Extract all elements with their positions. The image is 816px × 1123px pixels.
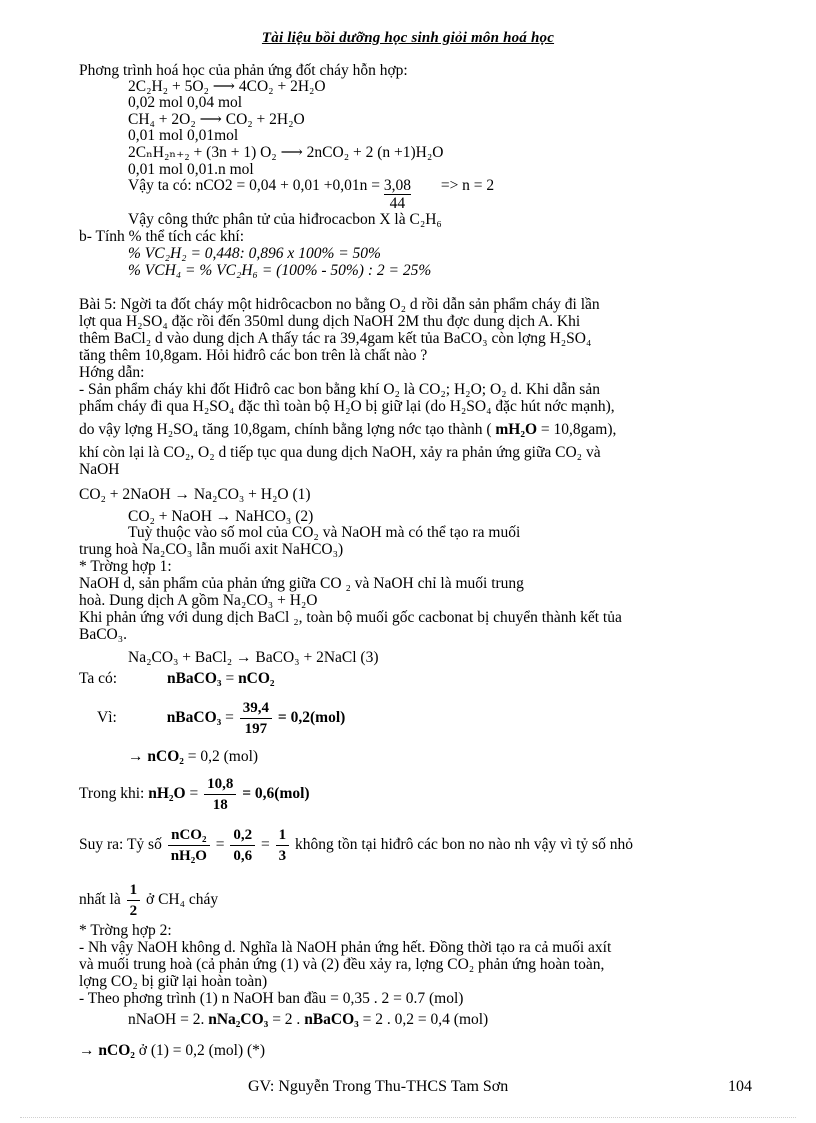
page-footer-author: GV: Nguyễn Trong Thu-THCS Tam Sơn	[248, 1078, 509, 1095]
fraction-308	[384, 177, 411, 212]
text-line: - Sản phẩm cháy khi đốt Hiđrô cac bon bằng khí O₂ là CO₂; H₂O; O₂ d. Khi dẫn sản	[79, 381, 600, 398]
fraction-denominator: 3	[278, 847, 287, 864]
text-line	[128, 177, 494, 212]
equation-line: Na₂CO₃ + BaCl₂ → BaCO₃ + 2NaCl (3)	[128, 649, 379, 666]
fraction-numerator: 39,4	[240, 699, 272, 719]
text-fragment: Vì:	[97, 709, 117, 726]
text-fragment: Ta có:	[79, 670, 118, 687]
text-line: * Trờng hợp 1:	[79, 558, 172, 575]
fraction-numerator: 1	[276, 826, 290, 846]
text-fragment: nNaOH = 2.	[128, 1011, 205, 1028]
fraction-ratio-simplified	[276, 826, 290, 865]
text-line: Vậy công thức phân tử của hiđrocacbon X là C₂H₆	[128, 211, 442, 228]
text-line: b- Tính % thể tích các khí:	[79, 228, 244, 245]
equation-line: CH₄ + 2O₂ ⟶ CO₂ + 2H₂O	[128, 111, 305, 128]
formula-line	[97, 696, 345, 740]
fraction-numerator: 10,8	[204, 775, 236, 795]
formula-line	[128, 748, 258, 765]
fraction-denominator: 44	[389, 195, 406, 212]
formula-line	[79, 822, 633, 868]
text-fragment: = 2 . 0,2 = 0,4 (mol)	[362, 1011, 489, 1028]
text-line: 0,02 mol 0,04 mol	[128, 94, 243, 111]
text-line: lợng CO₂ bị giữ lại hoàn toàn)	[79, 973, 268, 990]
page-header: Tài liệu bồi dưỡng học sinh giỏi môn hoá học	[261, 30, 555, 46]
text-line: * Trờng hợp 2:	[79, 922, 172, 939]
math-symbol: nNa₂CO₃	[208, 1011, 269, 1028]
math-symbol: nCO₂	[238, 670, 275, 687]
text-line: lợt qua H₂SO₄ đặc rồi đến 350ml dung dịch NaOH 2M thu đợc dung dịch A. Khi	[79, 313, 581, 330]
text-line: hoà. Dung dịch A gồm Na₂CO₃ + H₂O	[79, 592, 318, 609]
equation-line: CO₂ + NaOH → NaHCO₃ (2)	[128, 508, 314, 525]
math-symbol: nBaCO₃	[166, 670, 222, 687]
fraction-numerator: nCO₂	[168, 826, 210, 846]
text-line: 0,01 mol 0,01mol	[128, 127, 239, 144]
formula-line	[128, 1011, 488, 1028]
formula-line	[79, 1042, 265, 1059]
text-line: 0,01 mol 0,01.n mol	[128, 161, 254, 178]
fraction-half	[127, 881, 141, 920]
text-line: tăng thêm 10,8gam. Hỏi hiđrô các bon trên là chất nào ?	[79, 347, 428, 364]
equals-sign: =	[261, 836, 270, 853]
text-fragment: = 10,8gam),	[540, 421, 617, 438]
math-symbol: nH₂O	[148, 785, 186, 802]
equation-line: 2C₂H₂ + 5O₂ ⟶ 4CO₂ + 2H₂O	[128, 78, 326, 95]
text-fragment: nhất là	[79, 891, 121, 908]
fraction-ratio-symbols	[168, 826, 210, 865]
fraction-denominator: 0,6	[233, 847, 253, 864]
text-line: % VCH₄ = % VC₂H₆ = (100% - 50%) : 2 = 25%	[128, 262, 432, 279]
text-fragment: => n = 2	[440, 177, 495, 194]
text-line: BaCO₃.	[79, 626, 128, 643]
text-fragment: không tồn tại hiđrô các bon no nào nh vậy vì tỷ số nhỏ	[295, 836, 633, 853]
fraction-ratio-values	[230, 826, 255, 865]
text-line: và muối trung hoà (cả phản ứng (1) và (2) đều xảy ra, lợng CO₂ phản ứng hoàn toàn,	[79, 956, 605, 973]
text-fragment: Suy ra: Tỷ số	[79, 836, 162, 853]
text-line: Bài 5: Ngời ta đốt cháy một hidrôcacbon no bằng O₂ d rồi dẫn sản phẩm cháy đi lần	[79, 296, 600, 313]
math-symbol: nCO₂	[147, 748, 184, 765]
fraction-numerator: 3,08	[383, 177, 411, 194]
fraction-denominator: 2	[129, 902, 138, 919]
text-line	[79, 421, 616, 438]
equals-sign: =	[215, 836, 225, 853]
equation-line: 2CₙH₂ₙ₊₂ + (3n + 1) O₂ ⟶ 2nCO₂ + 2 (n +1)H₂O	[128, 144, 444, 161]
formula-line	[79, 772, 310, 816]
text-line: Hớng dẫn:	[79, 364, 145, 381]
fraction-result: = 0,2(mol)	[277, 709, 346, 726]
math-symbol: mH₂O	[495, 421, 538, 438]
text-fragment: do vậy lợng H₂SO₄ tăng 10,8gam, chính bằng lợng nớc tạo thành (	[79, 421, 492, 438]
text-fragment: ở CH₄ cháy	[146, 891, 219, 908]
fraction-denominator: nH₂O	[170, 847, 207, 864]
equals-sign: =	[189, 785, 199, 802]
text-line: trung hoà Na₂CO₃ lẫn muối axit NaHCO₃)	[79, 541, 344, 558]
fraction-result: = 0,6(mol)	[242, 785, 310, 802]
text-line: % VC₂H₂ = 0,448: 0,896 x 100% = 50%	[128, 245, 381, 262]
text-fragment: Trong khi:	[79, 785, 145, 802]
text-line: Phơng trình hoá học của phản ứng đốt cháy hỗn hợp:	[79, 62, 408, 79]
equals-sign: =	[225, 709, 234, 726]
text-line: NaOH d, sản phẩm của phản ứng giữa CO ₂ và NaOH chỉ là muối trung	[79, 575, 524, 592]
text-line: - Nh vậy NaOH không d. Nghĩa là NaOH phản ứng hết. Đồng thời tạo ra cả muối axít	[79, 939, 612, 956]
arrow-symbol: →	[128, 748, 144, 765]
fraction-numerator: 0,2	[230, 826, 255, 846]
text-line: - Theo phơng trình (1) n NaOH ban đầu = 0,35 . 2 = 0.7 (mol)	[79, 990, 464, 1007]
text-line: phẩm cháy đi qua H₂SO₄ đặc thì toàn bộ H₂O bị giữ lại (do H₂SO₄ đặc hút nớc mạnh),	[79, 398, 615, 415]
page-number: 104	[728, 1078, 752, 1095]
fraction-numerator: 1	[127, 881, 141, 901]
fraction-denominator: 197	[244, 720, 268, 737]
fraction-108	[204, 775, 236, 814]
text-fragment: Vậy ta có: nCO2 = 0,04 + 0,01 +0,01n =	[128, 177, 380, 194]
equals-sign: =	[225, 670, 235, 687]
text-fragment: ở (1) = 0,2 (mol) (*)	[138, 1042, 266, 1059]
text-fragment: = 2 .	[272, 1011, 301, 1028]
equation-line: CO₂ + 2NaOH → Na₂CO₃ + H₂O (1)	[79, 486, 311, 503]
text-line: thêm BaCl₂ d vào dung dịch A thấy tác ra 39,4gam kết tủa BaCO₃ còn lợng H₂SO₄	[79, 330, 592, 347]
math-symbol: nCO₂	[98, 1042, 135, 1059]
arrow-symbol: →	[79, 1042, 95, 1059]
text-line: Khi phản ứng với dung dịch BaCl ₂, toàn bộ muối gốc cacbonat bị chuyển thành kết tủa	[79, 609, 622, 626]
math-symbol: nBaCO₃	[304, 1011, 359, 1028]
text-line: NaOH	[79, 461, 120, 478]
page-edge-divider	[20, 1117, 796, 1118]
text-line: khí còn lại là CO₂, O₂ d tiếp tục qua dung dịch NaOH, xảy ra phản ứng giữa CO₂ và	[79, 444, 601, 461]
math-symbol: nBaCO₃	[166, 709, 222, 726]
text-line	[79, 670, 275, 687]
text-fragment: = 0,2 (mol)	[187, 748, 259, 765]
formula-line	[79, 878, 218, 922]
text-line: Tuỳ thuộc vào số mol của CO₂ và NaOH mà có thể tạo ra muối	[128, 524, 521, 541]
fraction-denominator: 18	[212, 796, 228, 813]
fraction-394	[240, 699, 272, 738]
